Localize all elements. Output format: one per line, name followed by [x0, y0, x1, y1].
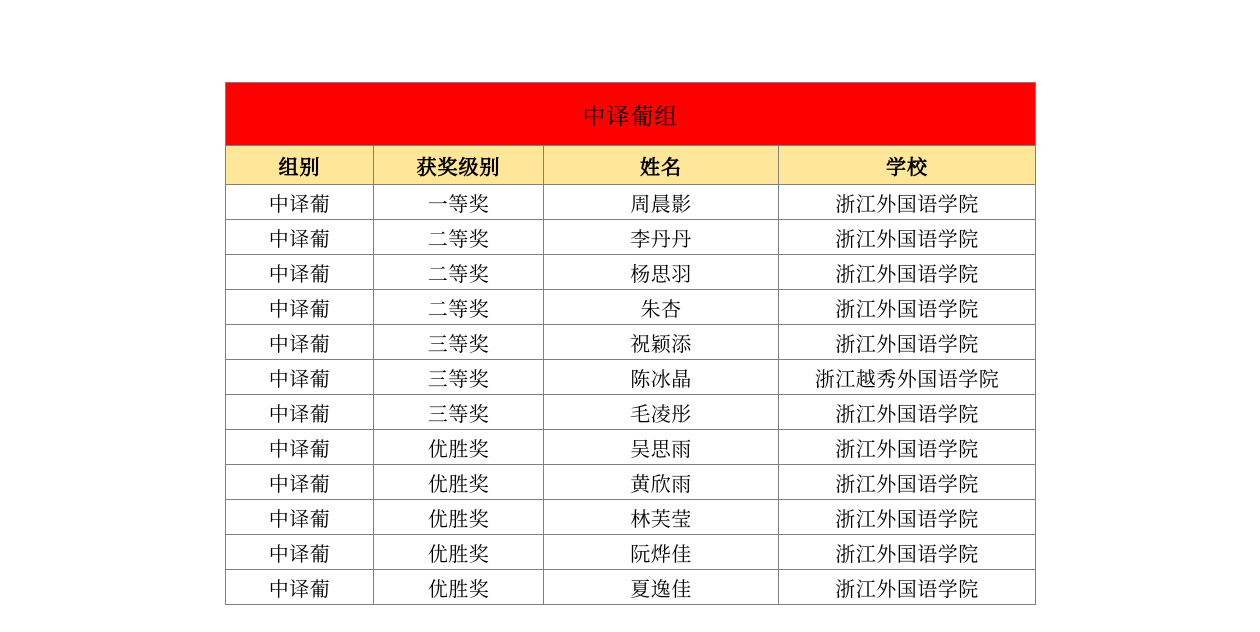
table-row — [226, 220, 1036, 255]
table-row — [226, 465, 1036, 500]
cell-award-level: 三等奖 — [374, 360, 544, 395]
cell-school: 浙江外国语学院 — [779, 430, 1036, 465]
cell-school: 浙江外国语学院 — [779, 185, 1036, 220]
table-row — [226, 185, 1036, 220]
cell-name: 吴思雨 — [544, 430, 779, 465]
cell-group: 中译葡 — [226, 535, 374, 570]
cell-name: 祝颖添 — [544, 325, 779, 360]
cell-award-level: 三等奖 — [374, 395, 544, 430]
cell-school: 浙江越秀外国语学院 — [779, 360, 1036, 395]
cell-school: 浙江外国语学院 — [779, 255, 1036, 290]
header-row — [226, 146, 1036, 185]
cell-school: 浙江外国语学院 — [779, 290, 1036, 325]
cell-school: 浙江外国语学院 — [779, 395, 1036, 430]
table-title: 中译葡组 — [226, 83, 1036, 146]
cell-school: 浙江外国语学院 — [779, 500, 1036, 535]
table-row — [226, 395, 1036, 430]
cell-group: 中译葡 — [226, 325, 374, 360]
cell-group: 中译葡 — [226, 290, 374, 325]
cell-group: 中译葡 — [226, 255, 374, 290]
cell-group: 中译葡 — [226, 500, 374, 535]
cell-award-level: 一等奖 — [374, 185, 544, 220]
table-row — [226, 430, 1036, 465]
cell-group: 中译葡 — [226, 430, 374, 465]
cell-name: 朱杏 — [544, 290, 779, 325]
cell-group: 中译葡 — [226, 395, 374, 430]
cell-school: 浙江外国语学院 — [779, 465, 1036, 500]
cell-name: 陈冰晶 — [544, 360, 779, 395]
cell-award-level: 优胜奖 — [374, 500, 544, 535]
cell-award-level: 优胜奖 — [374, 570, 544, 605]
table-body — [226, 83, 1036, 605]
cell-name: 夏逸佳 — [544, 570, 779, 605]
table-row — [226, 535, 1036, 570]
cell-group: 中译葡 — [226, 220, 374, 255]
cell-name: 阮烨佳 — [544, 535, 779, 570]
cell-name: 毛凌彤 — [544, 395, 779, 430]
cell-school: 浙江外国语学院 — [779, 325, 1036, 360]
award-table — [225, 82, 1036, 605]
table-row — [226, 360, 1036, 395]
table-row — [226, 255, 1036, 290]
cell-award-level: 三等奖 — [374, 325, 544, 360]
table-row — [226, 290, 1036, 325]
table-row — [226, 570, 1036, 605]
cell-award-level: 二等奖 — [374, 290, 544, 325]
cell-award-level: 二等奖 — [374, 220, 544, 255]
column-header-group: 组别 — [226, 146, 374, 185]
table-row — [226, 325, 1036, 360]
cell-name: 杨思羽 — [544, 255, 779, 290]
cell-group: 中译葡 — [226, 570, 374, 605]
cell-award-level: 优胜奖 — [374, 430, 544, 465]
cell-group: 中译葡 — [226, 465, 374, 500]
cell-group: 中译葡 — [226, 185, 374, 220]
cell-school: 浙江外国语学院 — [779, 570, 1036, 605]
cell-school: 浙江外国语学院 — [779, 220, 1036, 255]
title-row — [226, 83, 1036, 146]
column-header-school: 学校 — [779, 146, 1036, 185]
cell-group: 中译葡 — [226, 360, 374, 395]
cell-name: 李丹丹 — [544, 220, 779, 255]
table-row — [226, 500, 1036, 535]
cell-award-level: 优胜奖 — [374, 465, 544, 500]
cell-name: 林芙莹 — [544, 500, 779, 535]
award-table-container — [225, 82, 1035, 605]
cell-school: 浙江外国语学院 — [779, 535, 1036, 570]
cell-name: 黄欣雨 — [544, 465, 779, 500]
cell-name: 周晨影 — [544, 185, 779, 220]
column-header-award-level: 获奖级别 — [374, 146, 544, 185]
cell-award-level: 优胜奖 — [374, 535, 544, 570]
column-header-name: 姓名 — [544, 146, 779, 185]
cell-award-level: 二等奖 — [374, 255, 544, 290]
